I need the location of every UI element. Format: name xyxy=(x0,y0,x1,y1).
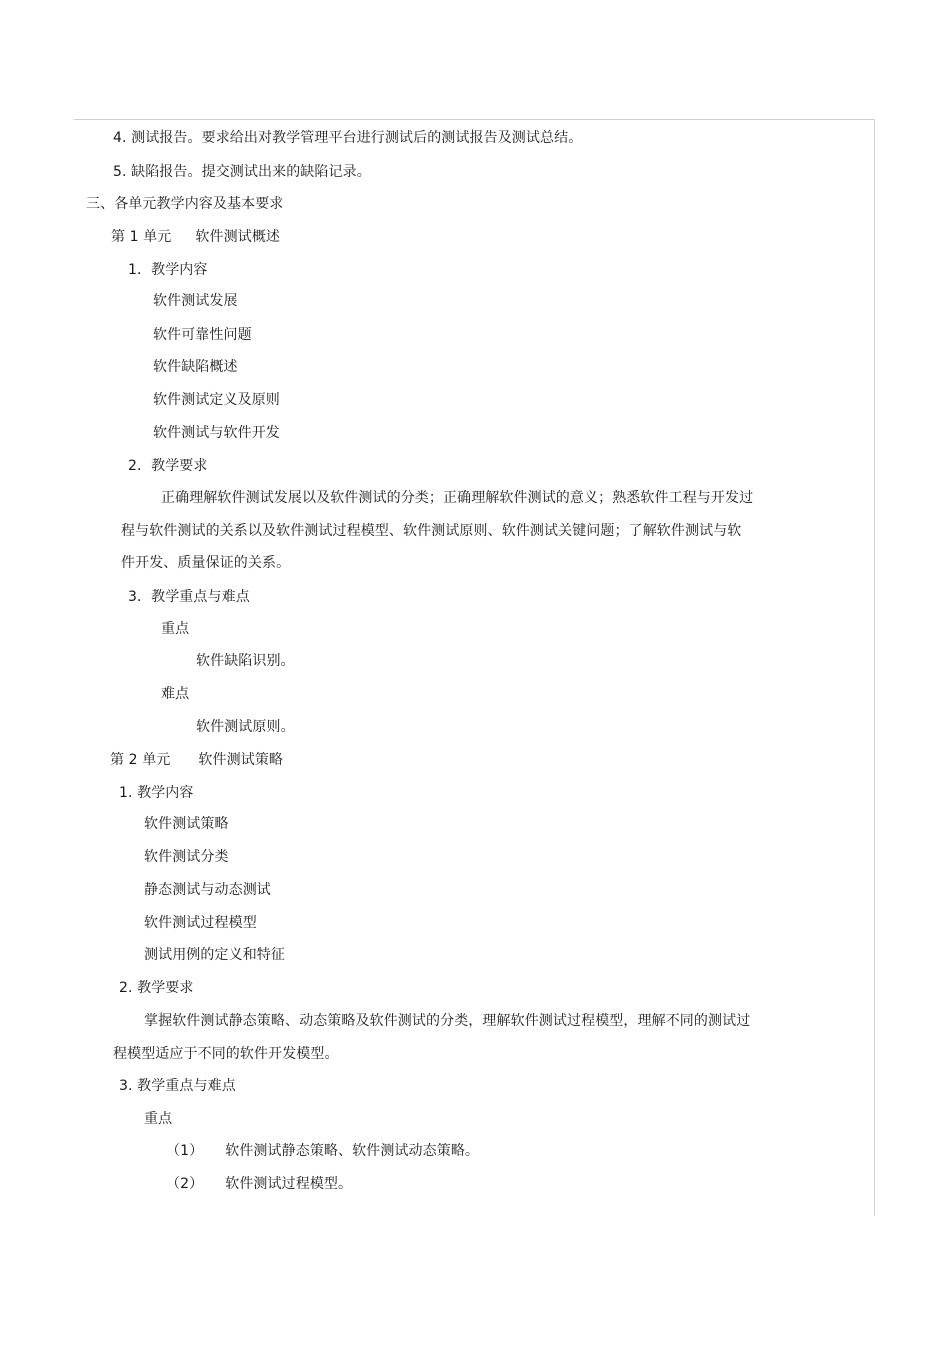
unit-1-content-item: 软件测试与软件开发 xyxy=(153,425,280,441)
unit-2-title: 软件测试策略 xyxy=(198,752,284,768)
unit-1-content-item: 软件测试发展 xyxy=(153,293,238,309)
unit-2-requirements-paragraph-line: 程模型适应于不同的软件开发模型。 xyxy=(113,1046,339,1062)
unit-1-difficulty-label: 难点 xyxy=(161,686,190,702)
unit-1-requirements-paragraph-line: 件开发、质量保证的关系。 xyxy=(121,555,291,571)
unit-2-key-label: 重点 xyxy=(144,1111,173,1127)
key-item-number: （2） xyxy=(166,1176,204,1192)
unit-2-key-points-heading: 3. 教学重点与难点 xyxy=(119,1078,236,1094)
page-frame-top-border xyxy=(74,119,874,120)
key-item-text: 软件测试过程模型。 xyxy=(225,1176,353,1192)
section-heading: 三、各单元教学内容及基本要求 xyxy=(86,196,284,212)
unit-1-content-heading: 1．教学内容 xyxy=(128,262,208,278)
unit-2-content-item: 测试用例的定义和特征 xyxy=(144,947,285,963)
unit-2-content-item: 软件测试分类 xyxy=(144,849,229,865)
unit-2-key-item-2 xyxy=(166,1175,352,1193)
unit-2-requirements-paragraph-line: 掌握软件测试静态策略、动态策略及软件测试的分类，理解软件测试过程模型，理解不同的测试过 xyxy=(144,1013,751,1029)
unit-2-content-item: 软件测试策略 xyxy=(144,816,229,832)
unit-1-requirements-paragraph-line: 程与软件测试的关系以及软件测试过程模型、软件测试原则、软件测试关键问题；了解软件测试与软 xyxy=(121,523,742,539)
unit-1-label: 第 1 单元 xyxy=(111,229,172,245)
requirement-item-5: 5. 缺陷报告。提交测试出来的缺陷记录。 xyxy=(113,164,371,180)
unit-2-content-item: 软件测试过程模型 xyxy=(144,915,257,931)
unit-1-key-item: 软件缺陷识别。 xyxy=(196,653,295,669)
unit-2-requirements-heading: 2. 教学要求 xyxy=(119,980,194,996)
unit-2-content-item: 静态测试与动态测试 xyxy=(144,882,271,898)
unit-1-requirements-heading: 2．教学要求 xyxy=(128,458,208,474)
unit-1-content-item: 软件缺陷概述 xyxy=(153,359,238,375)
unit-1-difficulty-item: 软件测试原则。 xyxy=(196,719,295,735)
unit-1-heading xyxy=(111,228,280,246)
unit-2-heading xyxy=(110,751,283,769)
key-item-text: 软件测试静态策略、软件测试动态策略。 xyxy=(225,1143,480,1159)
unit-2-label: 第 2 单元 xyxy=(110,752,171,768)
unit-1-content-item: 软件可靠性问题 xyxy=(153,327,252,343)
requirement-item-4: 4. 测试报告。要求给出对教学管理平台进行测试后的测试报告及测试总结。 xyxy=(113,130,583,146)
unit-1-requirements-paragraph-line: 正确理解软件测试发展以及软件测试的分类；正确理解软件测试的意义；熟悉软件工程与开发过 xyxy=(161,490,754,506)
page-frame-right-border xyxy=(874,119,875,1216)
unit-1-key-label: 重点 xyxy=(161,621,190,637)
unit-2-content-heading: 1. 教学内容 xyxy=(119,785,194,801)
unit-1-title: 软件测试概述 xyxy=(195,229,281,245)
unit-1-key-points-heading: 3．教学重点与难点 xyxy=(128,589,250,605)
unit-1-content-item: 软件测试定义及原则 xyxy=(153,392,280,408)
unit-2-key-item-1 xyxy=(166,1142,479,1160)
key-item-number: （1） xyxy=(166,1143,204,1159)
